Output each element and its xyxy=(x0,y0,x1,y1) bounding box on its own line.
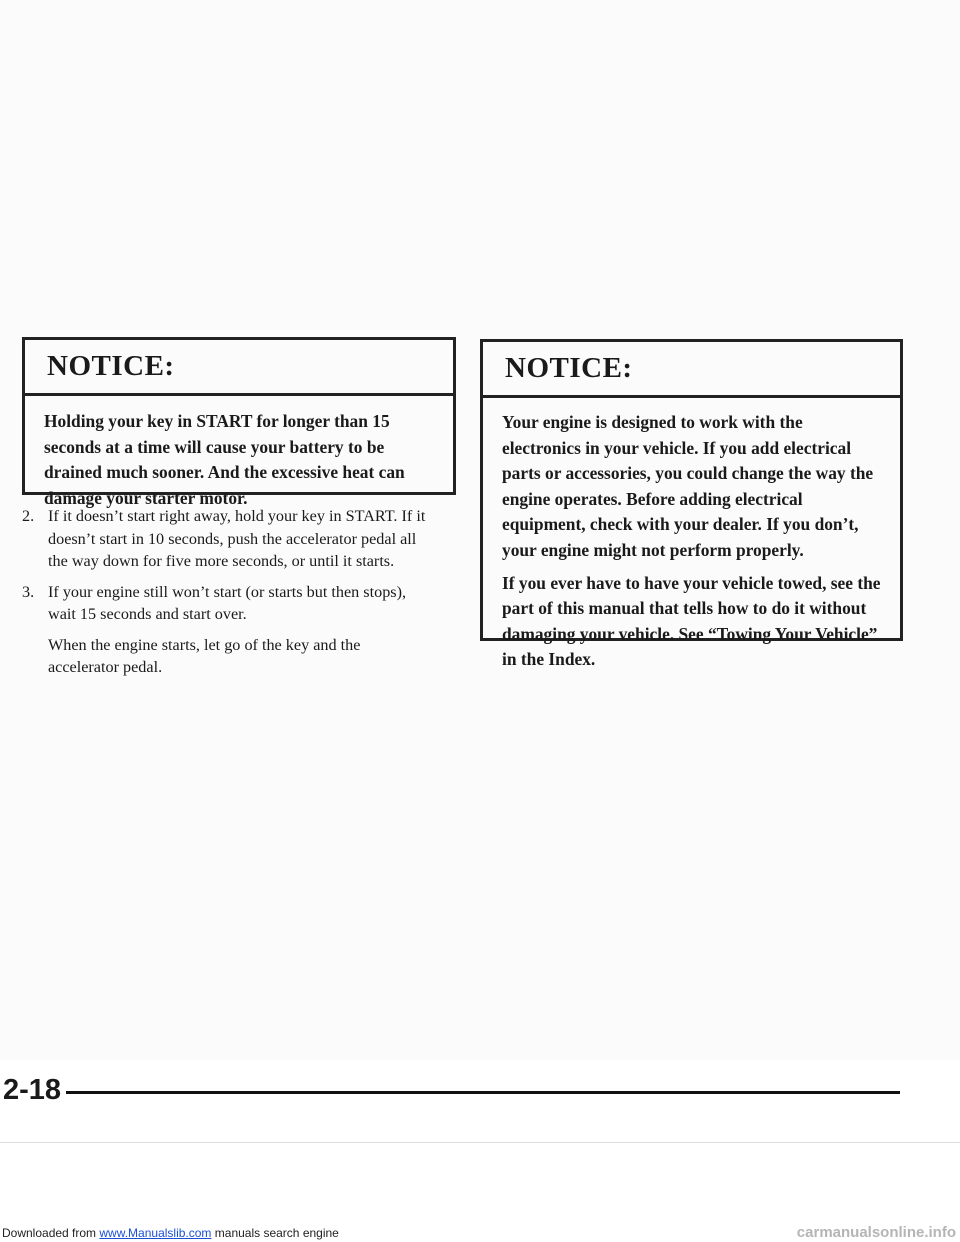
follow-text: When the engine starts, let go of the key and the accelerator pedal. xyxy=(48,635,361,676)
notice-box-right xyxy=(480,339,903,670)
footer-rule xyxy=(66,1091,900,1094)
notice-box-left xyxy=(22,337,456,508)
step-text: If your engine still won’t start (or starts but then stops), wait 15 seconds and start over. xyxy=(48,582,407,623)
notice-body xyxy=(483,398,900,687)
download-prefix: Downloaded from xyxy=(2,1226,100,1240)
download-suffix: manuals search engine xyxy=(211,1226,339,1240)
page-number: 2-18 xyxy=(3,1074,62,1106)
step-number: 2. xyxy=(22,507,35,525)
notice-text: Your engine is designed to work with the electronics in your vehicle. If you add electrical parts or accessories, you could change the way the engine operates. Before adding electrical equipment, check with your dealer. If you don’t, your engine might not perform properly. xyxy=(502,412,874,560)
notice-text: Holding your key in START for longer than 15 seconds at a time will cause your battery to be drained much sooner. And the excessive heat can damage your starter motor. xyxy=(44,411,405,508)
notice-text: If you ever have to have your vehicle towed, see the part of this manual that tells how to do it without damaging your vehicle. See “Towing Your Vehicle” in the Index. xyxy=(502,572,881,670)
brand-watermark: carmanualsonline.info xyxy=(796,1224,956,1241)
notice-heading: NOTICE: xyxy=(25,340,453,396)
divider xyxy=(0,1142,960,1143)
list-item xyxy=(22,581,432,626)
download-notice xyxy=(2,1226,339,1240)
step-text: If it doesn’t start right away, hold your key in START. If it doesn’t start in 10 seconds, push the accelerator pedal all the way down for five more seconds, or until it starts. xyxy=(48,507,426,570)
list-item xyxy=(22,505,432,573)
manualslib-link[interactable]: www.Manualslib.com xyxy=(99,1226,212,1240)
notice-heading: NOTICE: xyxy=(483,342,900,398)
step-number: 3. xyxy=(22,582,35,601)
start-steps xyxy=(22,505,432,679)
